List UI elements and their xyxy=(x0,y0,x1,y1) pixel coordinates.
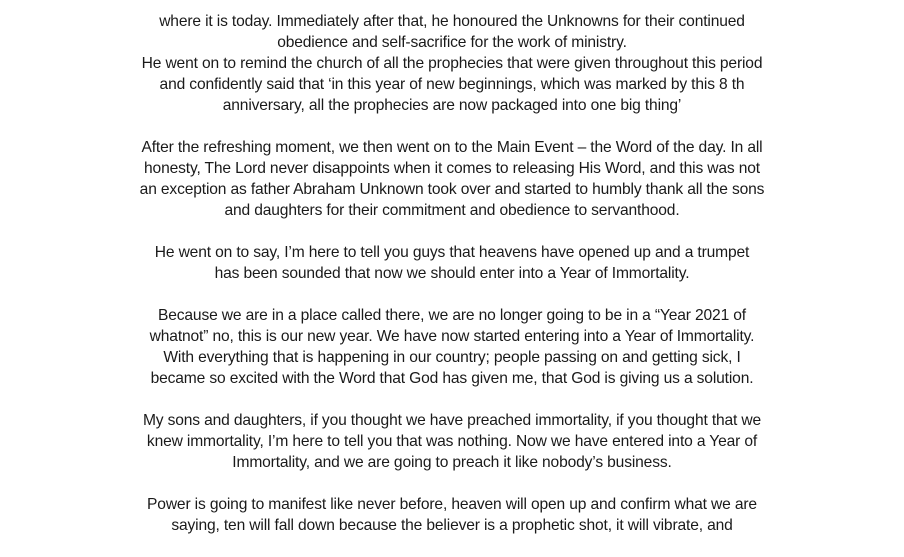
article-body xyxy=(40,11,864,557)
text-line: and daughters for their commitment and obedience to servanthood. xyxy=(224,202,680,219)
text-line: After the refreshing moment, we then went on to the Main Event – the Word of the day. In all xyxy=(141,139,763,156)
text-line: an exception as father Abraham Unknown took over and started to humbly thank all the sons xyxy=(139,181,765,198)
text-line: whatnot” no, this is our new year. We have now started entering into a Year of Immortality. xyxy=(149,328,755,345)
text-line: obedience and self-sacrifice for the work of ministry. xyxy=(277,34,627,51)
text-line: where it is today. Immediately after that, he honoured the Unknowns for their continued xyxy=(159,13,745,30)
text-line: He went on to say, I’m here to tell you guys that heavens have opened up and a trumpet xyxy=(154,244,750,261)
text-line: saying, ten will fall down because the believer is a prophetic shot, it will vibrate, and xyxy=(171,517,733,534)
paragraph xyxy=(40,494,864,536)
paragraph xyxy=(40,11,864,116)
text-line: Because we are in a place called there, we are no longer going to be in a “Year 2021 of xyxy=(157,307,746,324)
text-line: and confidently said that ‘in this year of new beginnings, which was marked by this 8 th xyxy=(159,76,745,93)
text-line: anniversary, all the prophecies are now packaged into one big thing’ xyxy=(222,97,682,114)
text-line: My sons and daughters, if you thought we have preached immortality, if you thought that we xyxy=(142,412,762,429)
text-line: Immortality, and we are going to preach it like nobody’s business. xyxy=(232,454,672,471)
text-line: has been sounded that now we should enter into a Year of Immortality. xyxy=(214,265,690,282)
text-line: became so excited with the Word that God has given me, that God is giving us a solution. xyxy=(150,370,754,387)
paragraph xyxy=(40,242,864,284)
text-line: With everything that is happening in our country; people passing on and getting sick, I xyxy=(163,349,741,366)
paragraph xyxy=(40,137,864,221)
text-line: knew immortality, I’m here to tell you that was nothing. Now we have entered into a Year of xyxy=(146,433,758,450)
text-line: He went on to remind the church of all the prophecies that were given throughout this period xyxy=(141,55,763,72)
paragraph xyxy=(40,410,864,473)
text-line: honesty, The Lord never disappoints when it comes to releasing His Word, and this was not xyxy=(144,160,760,177)
paragraph xyxy=(40,305,864,389)
text-line: Power is going to manifest like never before, heaven will open up and confirm what we are xyxy=(147,496,757,513)
